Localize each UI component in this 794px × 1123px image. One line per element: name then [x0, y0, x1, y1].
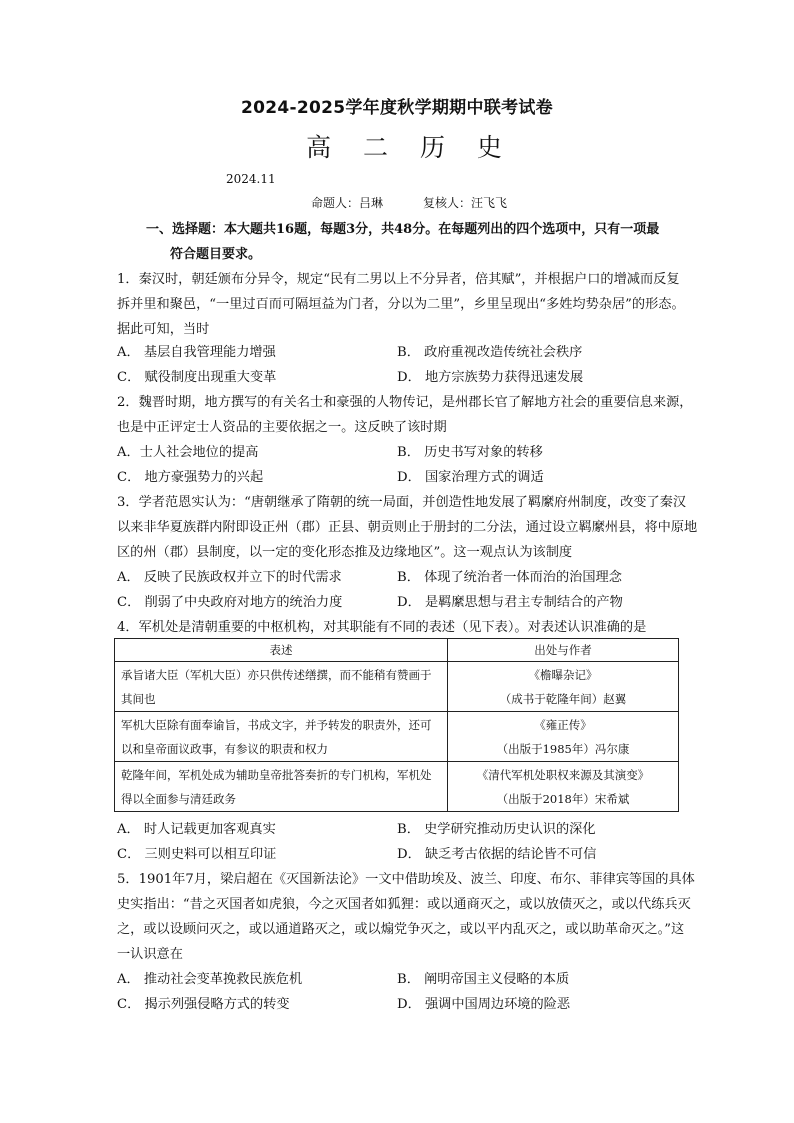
table-row: [115, 762, 679, 812]
source-title: 《檐曝杂记》: [528, 667, 598, 682]
question-1-options-row-2: [117, 365, 709, 390]
question-1-options-row-1: [117, 340, 709, 365]
option-c[interactable]: C． 地方豪强势力的兴起: [117, 470, 264, 485]
question-5-options-row-1: [117, 967, 709, 992]
exam-date: 2024.11: [226, 172, 276, 186]
table-row: [115, 712, 679, 762]
question-5-options-row-2: [117, 992, 709, 1017]
option-a[interactable]: A．士人社会地位的提高: [117, 445, 259, 460]
question-stem-line: 1．秦汉时，朝廷颁布分异令，规定“民有二男以上不分异者，倍其赋”，并根据户口的增减而反复: [117, 272, 680, 287]
table-header: 出处与作者: [448, 639, 679, 662]
option-a[interactable]: A． 反映了民族政权并立下的时代需求: [117, 570, 342, 585]
question-stem-line: 区的州（郡）县制度，以一定的变化形态推及边缘地区”。这一观点认为该制度: [117, 545, 573, 560]
table-row: [115, 662, 679, 712]
table-cell-description: 军机大臣除有面奉谕旨，书成文字，并予转发的职责外，还可以和皇帝面议政事，有参议的职责和权力: [115, 712, 448, 762]
question-4-stem: [117, 615, 709, 640]
question-3-stem: [117, 490, 709, 565]
section-instructions: [146, 217, 712, 267]
option-c[interactable]: C． 三则史料可以相互印证: [117, 847, 277, 862]
section-instructions-line-2: 符合题目要求。: [170, 247, 262, 262]
source-table: [114, 638, 679, 812]
option-b[interactable]: B． 阐明帝国主义侵略的本质: [397, 972, 570, 987]
question-stem-line: 拆并里和聚邑，“一里过百而可隔垣益为门者，分以为二里”，乡里呈现出“多姓均势杂居”的形态。: [117, 297, 685, 312]
table-header: 表述: [115, 639, 448, 662]
question-stem-line: 4．军机处是清朝重要的中枢机构，对其职能有不同的表述（见下表）。对表述认识准确的是: [117, 620, 647, 635]
question-2-stem: [117, 390, 709, 440]
option-b[interactable]: B． 历史书写对象的转移: [397, 445, 543, 460]
table-cell-source: [448, 762, 679, 812]
option-c[interactable]: C． 揭示列强侵略方式的转变: [117, 997, 290, 1012]
question-stem-line: 2．魏晋时期，地方撰写的有关名士和豪强的人物传记，是州郡长官了解地方社会的重要信息来源，: [117, 395, 693, 410]
reviewer-name: 复核人：汪飞飞: [423, 196, 508, 210]
question-2-options-row-1: [117, 440, 709, 465]
option-d[interactable]: D． 是羁縻思想与君主专制结合的产物: [397, 595, 623, 610]
question-stem-line: 据此可知，当时: [117, 322, 210, 337]
question-stem-line: 之，或以设顾问灭之，或以通道路灭之，或以煽党争灭之，或以平内乱灭之，或以助革命灭之。”这: [117, 922, 685, 937]
option-b[interactable]: B． 史学研究推动历史认识的深化: [397, 822, 596, 837]
authors-line: [311, 194, 547, 211]
question-stem-line: 史实指出：“昔之灭国者如虎狼，今之灭国者如狐狸：或以通商灭之，或以放债灭之，或以代练兵灭: [117, 897, 691, 912]
source-author: （出版于1985年）冯尔康: [496, 741, 630, 756]
table-cell-description: 乾隆年间，军机处成为辅助皇帝批答奏折的专门机构，军机处得以全面参与清廷政务: [115, 762, 448, 812]
setter-name: 命题人：吕琳: [311, 196, 384, 210]
source-author: （成书于乾隆年间）赵翼: [499, 691, 627, 706]
option-c[interactable]: C． 赋役制度出现重大变革: [117, 370, 277, 385]
question-4-options-row-2: [117, 842, 709, 867]
option-d[interactable]: D． 缺乏考古依据的结论皆不可信: [397, 847, 597, 862]
question-stem-line: 5．1901年7月，梁启超在《灭国新法论》一文中借助埃及、波兰、印度、布尔、菲律宾等国的具体: [117, 872, 695, 887]
question-5-stem: [117, 867, 709, 967]
question-2-options-row-2: [117, 465, 709, 490]
option-a[interactable]: A． 基层自我管理能力增强: [117, 345, 276, 360]
question-3-options-row-2: [117, 590, 709, 615]
table-header-row: [115, 639, 679, 662]
exam-title: 2024-2025学年度秋学期期中联考试卷: [241, 98, 553, 118]
option-b[interactable]: B． 体现了统治者一体而治的治国理念: [397, 570, 622, 585]
question-3-options-row-1: [117, 565, 709, 590]
table-cell-description: 承旨诸大臣（军机大臣）亦只供传述缮撰，而不能稍有赞画于其间也: [115, 662, 448, 712]
option-a[interactable]: A． 时人记载更加客观真实: [117, 822, 276, 837]
table-cell-source: [448, 662, 679, 712]
table-cell-source: [448, 712, 679, 762]
option-d[interactable]: D． 国家治理方式的调适: [397, 470, 544, 485]
option-b[interactable]: B． 政府重视改造传统社会秩序: [397, 345, 583, 360]
source-author: （出版于2018年）宋希斌: [496, 791, 630, 806]
subject-title: 高 二 历 史: [306, 133, 514, 162]
source-title: 《雍正传》: [534, 717, 592, 732]
section-instructions-line-1: 一、选择题：本大题共16题，每题3分，共48分。在每题列出的四个选项中，只有一项最: [146, 222, 660, 237]
question-1-stem: [117, 267, 709, 342]
option-d[interactable]: D． 地方宗族势力获得迅速发展: [397, 370, 584, 385]
question-stem-line: 也是中正评定士人资品的主要依据之一。这反映了该时期: [117, 420, 447, 435]
question-stem-line: 一认识意在: [117, 947, 183, 962]
option-a[interactable]: A． 推动社会变革挽救民族危机: [117, 972, 303, 987]
source-title: 《清代军机处职权来源及其演变》: [476, 767, 650, 782]
question-stem-line: 以来非华夏族群内附即设正州（郡）正县、朝贡则止于册封的二分法，通过设立羁縻州县，将中原地: [117, 520, 698, 535]
question-4-options-row-1: [117, 817, 709, 842]
option-c[interactable]: C． 削弱了中央政府对地方的统治力度: [117, 595, 343, 610]
question-stem-line: 3．学者范恩实认为：“唐朝继承了隋朝的统一局面，并创造性地发展了羁縻府州制度，改变了秦汉: [117, 495, 687, 510]
option-d[interactable]: D． 强调中国周边环境的险恶: [397, 997, 571, 1012]
